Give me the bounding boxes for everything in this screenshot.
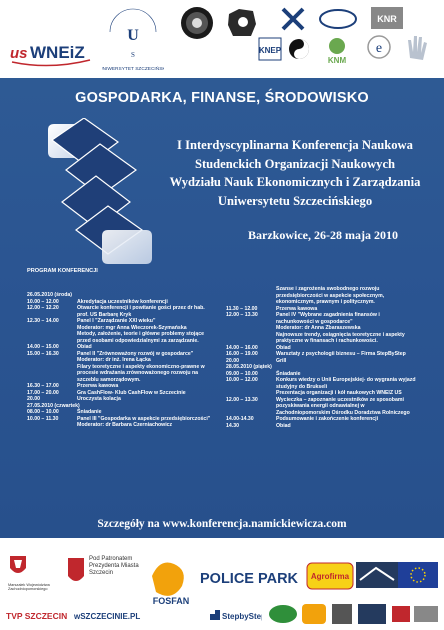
svg-text:WNEiZ: WNEiZ <box>30 43 85 62</box>
conference-line-2: Studenckich Organizacji Naukowych <box>194 156 396 171</box>
schedule-time: 20.00 <box>27 396 40 402</box>
schedule-time: 14.00 – 16.00 <box>226 344 258 351</box>
schedule-time: 20.00 <box>226 357 239 364</box>
fosfan-logo <box>148 556 194 611</box>
knep-logo <box>257 36 283 67</box>
marszalek-logo <box>8 554 62 591</box>
schedule-right-column <box>226 286 416 429</box>
schedule-entry: Moderator: dr Anna Zbaraszewska <box>276 325 361 331</box>
schedule-time: 12.00 – 12.20 <box>27 305 59 311</box>
cross-logo <box>280 6 306 37</box>
knm-label: KNM <box>327 56 347 65</box>
agrofirma-logo <box>306 562 354 595</box>
schedule-time: 14.00 – 15.00 <box>27 344 59 350</box>
svg-text:S: S <box>131 51 135 59</box>
schedule-entry: Moderator: dr inż. Irena Łącka <box>77 357 151 363</box>
sponsor-small-logo-3 <box>332 604 352 629</box>
uniwersytet-label: UNIWERSYTET SZCZECIŃSKI <box>102 67 164 72</box>
conference-line-3: Wydziału Nauk Ekonomicznych i Zarządzania <box>169 175 421 189</box>
tvp-label: TVP SZCZECIN <box>6 611 68 621</box>
yin-yang-logo <box>288 38 310 65</box>
schedule-entry: Metody, założenie, teorie i główne problemy stojące przed osobami odpowiedzialnymi za zarządzanie. <box>77 331 205 344</box>
sponsor-dark-logo <box>356 562 398 593</box>
schedule-left-column <box>27 292 217 429</box>
schedule-entry: Moderator: dr Barbara Czerniachowicz <box>77 422 173 428</box>
schedule-row <box>226 332 416 345</box>
schedule-time: 09.00 – 10.00 <box>226 370 258 377</box>
svg-text:U: U <box>127 27 139 44</box>
schedule-row <box>27 305 217 318</box>
conference-heading <box>160 136 430 210</box>
schedule-entry: Konkurs wiedzy o Unii Europejskiej- do wygrania wyjazd studyjny do Brukseli <box>276 377 416 390</box>
schedule-time: 10.00 – 12.00 <box>226 377 258 383</box>
schedule-entry: Warsztaty z psychologii biznesu – Firma StepByStep <box>276 351 406 357</box>
website-link[interactable]: Szczegóły na www.konferencja.namickiewicza.com <box>97 518 347 530</box>
sponsor-logo-strip <box>0 538 444 630</box>
wszczecinie-logo <box>74 608 150 626</box>
schedule-time: 27.05.2010 (czwartek) <box>27 402 80 409</box>
schedule-entry: Moderator: mgr Anna Wieczorek-Szymańska <box>77 324 187 331</box>
svg-text:us: us <box>10 45 28 62</box>
patronat-logo <box>66 556 146 586</box>
schedule-time: 12.00 – 13.30 <box>226 312 258 318</box>
schedule-entry: Podsumowanie i zakończenie konferencji <box>276 416 379 422</box>
conference-line-4: Uniwersytetu Szczecińskiego <box>217 193 373 208</box>
schedule-entry: Grill <box>276 357 287 364</box>
e-logo <box>366 34 392 65</box>
schedule-entry: Przerwa kawowa <box>276 305 318 312</box>
schedule-time: 12.00 – 13.30 <box>226 396 258 403</box>
schedule-time: 14.00-14.30 <box>226 416 254 422</box>
conference-line-1: I Interdyscyplinarna Konferencja Naukowa <box>177 138 413 152</box>
stepbystep-label: StepbyStep <box>222 612 262 621</box>
schedule-entry: Obiad <box>276 344 291 351</box>
schedule-time: 10.00 – 12.00 <box>27 298 59 305</box>
stepbystep-logo <box>210 606 262 627</box>
knep-label: KNEP <box>258 46 282 55</box>
diamonds-graphic <box>42 118 160 266</box>
knr-logo <box>370 6 404 35</box>
schedule-entry: Panel II "Zrównoważony rozwój w gospodarce" <box>77 350 194 357</box>
schedule-entry: Prezentacja organizacji i kół naukowych WNEIZ US <box>276 390 402 396</box>
sponsor-small-logo-2 <box>302 604 326 629</box>
schedule-entry: Uroczysta kolacja <box>77 396 121 402</box>
schedule-time: 28.05.2010 (piątek) <box>226 364 272 370</box>
schedule-row <box>226 377 416 390</box>
main-title: GOSPODARKA, FINANSE, ŚRODOWISKO <box>75 90 369 106</box>
schedule-row <box>226 312 416 325</box>
schedule-time: 16.30 – 17.00 <box>27 383 59 389</box>
sponsor-small-logo-4 <box>358 604 386 629</box>
schedule-entry: Panel III "Gospodarka w aspekcie przedsiębiorczości" <box>77 415 211 422</box>
schedule-time: 17.00 – 20.00 <box>27 389 59 396</box>
schedule-entry: Śniadanie <box>276 370 301 377</box>
patronat-label: Pod Patronatem Prezydenta Miasta Szczecin <box>89 556 139 576</box>
schedule-entry: Panel I "Zarządzanie XXI wieku" <box>77 318 156 324</box>
poland-map-logo <box>225 6 259 45</box>
schedule-entry: Gra CashFlow- Klub CashFlow w Szczecinie <box>77 389 186 396</box>
schedule-entry: Szanse i zagrożenia swobodnego rozwoju przedsiębiorczości w aspekcie społecznym, ekonomicznym, prawnym i politycznym. <box>276 286 385 305</box>
schedule-row <box>27 364 217 384</box>
marszalek-label: Marszałek Województwa Zachodniopomorskiego <box>8 583 50 592</box>
schedule-time: 11.30 – 12.00 <box>226 305 258 312</box>
schedule-time: 14.30 <box>226 422 239 429</box>
schedule-row <box>226 286 416 306</box>
top-logo-strip <box>0 0 444 78</box>
usweiz-logo <box>10 30 100 75</box>
schedule-entry: Otwarcie konferencji i powitanie gości przez dr hab. prof. US Barbarę Kryk <box>77 305 205 318</box>
schedule-entry: Panel IV "Wybrane zagadnienia finansów i rachunkowości w gospodarce" <box>276 312 380 325</box>
schedule-row <box>27 422 217 429</box>
svg-text:e: e <box>375 41 383 56</box>
sponsor-small-logo-6 <box>414 606 438 627</box>
schedule-row <box>226 423 416 430</box>
sponsor-small-logo-1 <box>268 604 298 629</box>
schedule-entry: Obiad <box>276 422 291 429</box>
schedule-row <box>27 331 217 344</box>
uniwersytet-szczecinski-logo <box>102 4 164 79</box>
schedule-entry: Śniadanie <box>77 409 102 415</box>
police-park-label: POLICE PARK <box>200 571 299 587</box>
schedule-time: 08.00 – 10.00 <box>27 409 59 415</box>
tvp-szczecin-logo <box>6 608 70 626</box>
eu-flag-logo <box>398 562 438 593</box>
schedule-time: 10.00 – 11.30 <box>27 415 59 422</box>
agrofirma-label: Agrofirma <box>310 572 350 581</box>
conference-date: Barzkowice, 26-28 maja 2010 <box>248 228 398 242</box>
schedule-row <box>226 397 416 417</box>
schedule-time: 12.30 – 14.00 <box>27 318 59 324</box>
schedule-entry: Wycieczka – zapoznanie uczestników ze sposobami pozyskiwania energii odnawialnej w Zachodniopomorskim Ośrodku Doradztwa Rolniczego <box>276 396 410 416</box>
schedule-entry: Przerwa kawowa <box>77 383 119 389</box>
schedule-entry: Najnowsze trendy, osiągnięcia teoretyczne i aspekty praktyczne w finansach i rachunkowości. <box>276 331 405 344</box>
schedule-time: 15.00 – 16.30 <box>27 350 59 357</box>
wszczecinie-label: wSZCZECINIE.PL <box>74 612 141 621</box>
fosfan-label: FOSFAN <box>152 596 190 606</box>
knr-label: KNR <box>377 14 397 24</box>
oval-logo <box>318 8 358 35</box>
schedule-time: 16.00 – 19.00 <box>226 351 258 357</box>
sponsor-small-logo-5 <box>392 606 410 627</box>
program-title: PROGRAM KONFERENCJI <box>27 268 98 274</box>
police-park-logo <box>200 566 306 593</box>
round-logo-1 <box>180 6 214 45</box>
schedule-entry: Obiad <box>77 344 92 350</box>
knm-logo <box>320 36 354 71</box>
schedule-entry: Akredytacja uczestników konferencji <box>77 298 168 305</box>
schedule-time: 26.05.2010 (środa) <box>27 292 72 298</box>
schedule-entry: Filary teoretyczne i aspekty ekonomiczno-prawne w procesie wdrażania zrównoważonego rozwoju na szczeblu samorządowym. <box>77 363 205 383</box>
hand-logo <box>402 30 432 71</box>
